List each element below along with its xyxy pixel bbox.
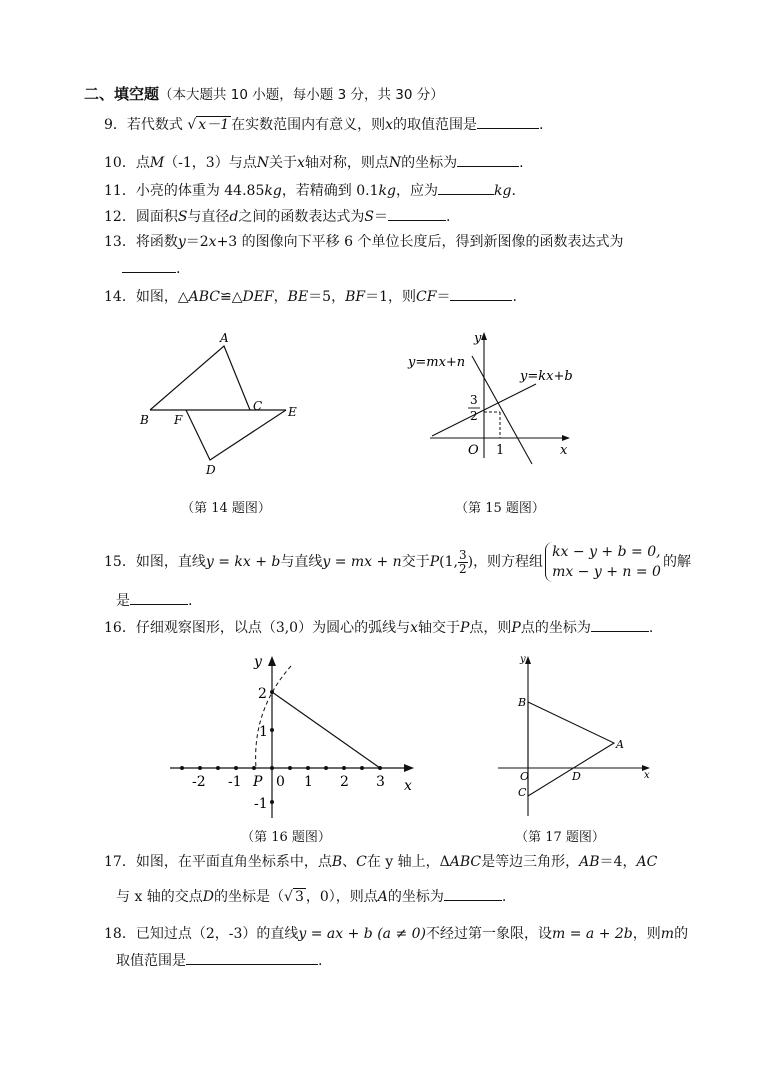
q13-text: 将函数: [135, 234, 178, 250]
point: [270, 800, 274, 804]
q13-text-2: ＝2: [185, 234, 209, 250]
x-axis-arrow: [404, 764, 414, 772]
label-f: F: [174, 413, 183, 427]
q11-text-3: ，应为: [395, 183, 438, 199]
q15-end: .: [188, 593, 193, 609]
x-axis-arrow: [562, 435, 570, 441]
q11-answer-blank[interactable]: [438, 180, 494, 195]
question-16: [104, 617, 653, 638]
label-a: A: [220, 331, 229, 345]
q15-coord-open: (1,: [439, 554, 458, 570]
q11-kg: kg: [264, 183, 282, 199]
q9-text: 若代数式: [126, 117, 183, 133]
tick-label: 1: [304, 774, 313, 790]
q14-abc: ABC: [188, 289, 220, 305]
label-frac-num: 3: [470, 393, 478, 407]
q14-cf: CF: [416, 289, 437, 305]
q14-answer-blank[interactable]: [450, 286, 512, 301]
q12-text-2: 与直径: [187, 209, 230, 225]
point: [288, 766, 292, 770]
q16-text-3: 点，则: [469, 620, 512, 636]
q10-text-3: 关于: [268, 155, 297, 171]
q14-text-3: ，: [273, 289, 288, 305]
label-c: C: [518, 786, 527, 799]
q17-text-3: 在 y 轴上，Δ: [366, 854, 450, 870]
segment-line: [272, 692, 380, 768]
question-17-cont: [116, 886, 506, 907]
figure-14-caption: （第 14 题图）: [181, 501, 271, 516]
dashed-arc: [256, 666, 291, 768]
label-c: C: [253, 399, 263, 413]
q18-cond: (a ≠ 0): [377, 926, 427, 942]
label-a: A: [616, 738, 624, 751]
q14-text: 如图，△: [135, 289, 189, 305]
question-13-cont: [122, 258, 180, 279]
q17-end: .: [501, 889, 507, 905]
q18-end: .: [318, 953, 323, 969]
label-p: P: [253, 774, 263, 790]
q17-text-2: 、: [342, 854, 357, 870]
q13-y: y: [177, 234, 186, 250]
q13-text-3: +3 的图像向下平移 6 个单位长度后，得到新图像的函数表达式为: [216, 234, 624, 250]
tick-label: 3: [376, 774, 385, 790]
q15-frac-den: 2: [458, 561, 467, 576]
q10-m: M: [149, 155, 165, 171]
q18-m: m: [660, 926, 675, 942]
q16-x: x: [410, 620, 418, 636]
label-b: B: [140, 413, 149, 427]
q9-number: 9．: [104, 117, 127, 133]
point: [270, 766, 274, 770]
q11-number: 11．: [104, 183, 136, 199]
triangle-abc: [528, 702, 614, 796]
question-18: [104, 924, 688, 944]
question-10: [104, 152, 524, 173]
point: [342, 766, 346, 770]
q17-ab: AB: [579, 854, 600, 870]
q18-text-2: 不经过第一象限，设: [426, 926, 553, 942]
label-origin: O: [468, 443, 479, 458]
section-heading: 二、填空题: [84, 85, 160, 103]
q16-end: .: [648, 620, 654, 636]
q16-text-4: 点的坐标为: [520, 620, 591, 636]
q17-number: 17．: [104, 854, 136, 870]
label-line1: y=mx+n: [408, 355, 466, 370]
point: [324, 766, 328, 770]
q13-x: x: [208, 234, 217, 250]
q13-number: 13．: [104, 234, 136, 250]
sqrt-symbol: √: [187, 117, 197, 133]
q10-n2: N: [388, 155, 402, 171]
q17-d: D: [202, 889, 215, 905]
q15-frac-num: 3: [458, 547, 467, 562]
q10-text-4: 轴对称，则点: [304, 155, 389, 171]
q15-coord-close: ): [467, 554, 474, 570]
section-note: （本大题共 10 小题，每小题 3 分，共 30 分）: [159, 87, 444, 103]
q10-x: x: [296, 155, 305, 171]
label-one: 1: [496, 443, 505, 458]
q17-text-9: 的坐标为: [387, 889, 444, 905]
q11-end: .: [511, 183, 516, 199]
point: [216, 766, 220, 770]
q9-radicand: x－1: [198, 117, 230, 133]
question-15-cont: [116, 590, 192, 611]
triangle-abc: [150, 346, 250, 410]
y-axis-arrow: [481, 332, 487, 340]
q9-end: .: [539, 117, 544, 133]
q17-abc: ABC: [449, 854, 482, 870]
q17-c: C: [356, 854, 367, 870]
point: [270, 728, 274, 732]
q11-text-2: ，若精确到 0.1: [281, 183, 379, 199]
q10-number: 10．: [104, 155, 136, 171]
question-15: [104, 542, 691, 582]
label-y: y: [520, 654, 526, 665]
point: [378, 766, 382, 770]
point: [198, 766, 202, 770]
q17-text-5: ＝4，: [599, 854, 637, 870]
q15-system-eq2: mx − y + n = 0: [552, 564, 661, 580]
point: [234, 766, 238, 770]
q14-def: DEF: [242, 289, 274, 305]
q17-answer-blank[interactable]: [444, 886, 502, 901]
q16-number: 16．: [104, 620, 136, 636]
q14-text-2: ≌△: [219, 289, 243, 305]
q14-be: BE: [287, 289, 309, 305]
q15-fraction: [458, 549, 468, 576]
q15-text-2: 与直线: [280, 554, 323, 570]
q14-end: .: [512, 289, 517, 305]
label-y: y: [254, 654, 262, 670]
figure-17: [494, 650, 664, 820]
q14-number: 14．: [104, 289, 136, 305]
q16-p: P: [460, 620, 470, 636]
q15-system-eq1: kx − y + b = 0,: [552, 544, 661, 560]
q15-text: 如图，直线: [135, 554, 206, 570]
q11-text: 小亮的体重为 44.85: [135, 183, 265, 199]
tick-label: -2: [192, 774, 206, 790]
label-x: x: [644, 770, 650, 781]
q12-end: .: [445, 209, 451, 225]
q14-text-4: ＝5，: [308, 289, 346, 305]
label-e: E: [288, 405, 297, 419]
q12-text-3: 之间的函数表达式为: [238, 209, 365, 225]
question-13: [104, 232, 623, 252]
y-axis-arrow: [268, 656, 276, 666]
q9-text-3: 的取值范围是: [393, 117, 478, 133]
question-12: [104, 206, 450, 227]
tick-label: 1: [259, 724, 268, 740]
sqrt-symbol: √: [284, 889, 293, 905]
point: [270, 690, 274, 694]
q17-text-8: ，0），则点: [305, 889, 378, 905]
q9-text-2: 在实数范围内有意义，则: [231, 117, 386, 133]
question-14: [104, 286, 517, 307]
q17-b: B: [331, 854, 343, 870]
question-9: [104, 114, 543, 135]
q12-s2: S: [364, 209, 374, 225]
q15-text-5: 的解: [662, 554, 691, 570]
q14-bf: BF: [345, 289, 366, 305]
q12-text-4: ＝: [373, 209, 388, 225]
section-title: [84, 84, 444, 105]
q16-answer-blank[interactable]: [591, 617, 649, 632]
q16-text: 仔细观察图形，以点（3,0）为圆心的弧线与: [135, 620, 411, 636]
q16-text-2: 轴交于: [418, 620, 460, 636]
figure-15: [404, 328, 584, 468]
figure-16: [160, 650, 430, 822]
q17-text: 如图，在平面直角坐标系中，点: [135, 854, 332, 870]
q13-end: .: [176, 261, 181, 277]
q14-text-5: ＝1，则: [365, 289, 417, 305]
tick-label: -1: [228, 774, 242, 790]
q12-number: 12．: [104, 209, 136, 225]
q18-text-4: 的: [674, 926, 689, 942]
tick-label: 2: [258, 686, 267, 702]
label-frac-den: 2: [470, 409, 478, 423]
point: [180, 766, 184, 770]
figure-14: [136, 330, 316, 480]
q18-text: 已知过点（2，-3）的直线: [135, 926, 299, 942]
q15-text-4: ，则方程组: [473, 554, 544, 570]
label-d: D: [572, 770, 581, 783]
y-axis-arrow: [525, 656, 531, 664]
label-y: y: [474, 331, 482, 346]
figure-16-caption: （第 16 题图）: [241, 830, 331, 845]
q12-s: S: [177, 209, 188, 225]
q10-text-2: （-1，3）与点: [164, 155, 257, 171]
label-line2: y=kx+b: [520, 369, 573, 384]
tick-label: 0: [276, 774, 285, 790]
label-x: x: [560, 443, 568, 458]
q18-eq: y = ax + b: [298, 926, 373, 942]
q15-text-6: 是: [116, 593, 130, 609]
q18-text-5: 取值范围是: [116, 953, 186, 969]
q17-text-4: 是等边三角形，: [481, 854, 580, 870]
figure-15-caption: （第 15 题图）: [455, 501, 545, 516]
q15-system: [545, 542, 661, 582]
point: [360, 766, 364, 770]
q18-number: 18．: [104, 926, 136, 942]
q11-kg-2: kg: [378, 183, 396, 199]
label-o: O: [520, 770, 530, 783]
q12-text: 圆面积: [135, 209, 178, 225]
tick-label: 2: [340, 774, 349, 790]
q14-text-6: ＝: [436, 289, 451, 305]
triangle-def: [186, 410, 286, 460]
q9-var: x: [385, 117, 394, 133]
q15-p: P: [429, 554, 440, 570]
label-d: D: [206, 463, 216, 477]
q10-end: .: [519, 155, 524, 171]
figure-17-caption: （第 17 题图）: [515, 830, 605, 845]
point: [306, 766, 310, 770]
q15-eq1: y = kx + b: [205, 554, 281, 570]
q15-number: 15．: [104, 554, 136, 570]
q10-answer-blank[interactable]: [457, 152, 519, 167]
q17-text-7: 的坐标是（: [214, 889, 285, 905]
question-11: [104, 180, 516, 201]
label-b: B: [518, 696, 527, 709]
q12-d: d: [229, 209, 239, 225]
tick-label: -1: [254, 796, 268, 812]
q12-answer-blank[interactable]: [388, 206, 446, 221]
q15-answer-blank[interactable]: [130, 590, 188, 605]
q17-text-6: 与 x 轴的交点: [116, 889, 203, 905]
question-17: [104, 852, 657, 872]
q9-answer-blank[interactable]: [477, 114, 539, 129]
question-18-cont: [116, 950, 322, 971]
q18-meq: m = a + 2b: [552, 926, 633, 942]
q17-ac: AC: [636, 854, 658, 870]
q15-text-3: 交于: [401, 554, 430, 570]
label-x: x: [404, 778, 412, 794]
q17-radicand: 3: [294, 889, 304, 905]
point: [252, 766, 256, 770]
q10-text: 点: [135, 155, 150, 171]
q13-answer-blank[interactable]: [122, 258, 176, 273]
q18-text-3: ，则: [632, 926, 661, 942]
q18-answer-blank[interactable]: [186, 950, 318, 965]
q11-kg-3: kg: [493, 183, 512, 199]
q10-text-5: 的坐标为: [401, 155, 458, 171]
q10-n: N: [256, 155, 269, 171]
q16-p2: P: [511, 620, 521, 636]
q15-eq2: y = mx + n: [322, 554, 402, 570]
q17-a: A: [377, 889, 388, 905]
